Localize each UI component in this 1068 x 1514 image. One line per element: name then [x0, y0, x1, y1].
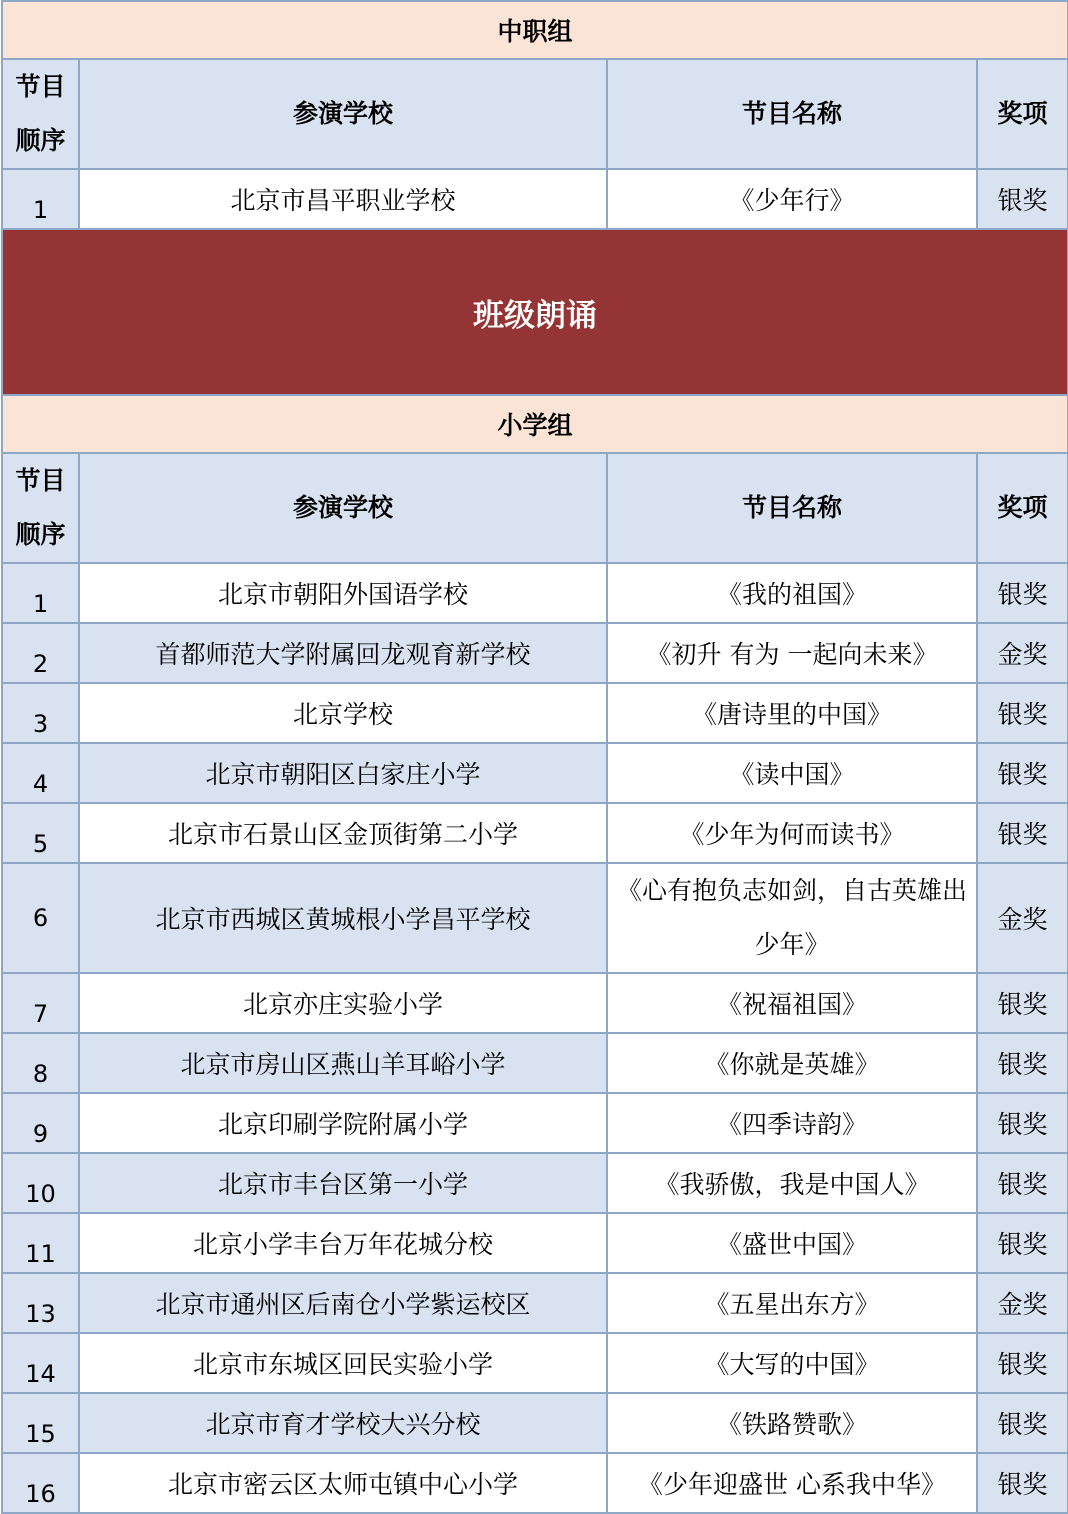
program-cell: 《心有抱负志如剑，自古英雄出少年》	[607, 863, 977, 973]
table-row	[2, 1453, 1068, 1513]
program-cell: 《你就是英雄》	[607, 1033, 977, 1093]
program-cell: 《大写的中国》	[607, 1333, 977, 1393]
header-program: 节目名称	[607, 453, 977, 563]
row-number: 1	[2, 563, 79, 623]
award-cell: 银奖	[977, 169, 1068, 229]
school-cell: 北京小学丰台万年花城分校	[79, 1213, 607, 1273]
school-cell: 北京市房山区燕山羊耳峪小学	[79, 1033, 607, 1093]
award-cell: 银奖	[977, 683, 1068, 743]
header-award: 奖项	[977, 59, 1068, 169]
award-cell: 银奖	[977, 1093, 1068, 1153]
table-row	[2, 1033, 1068, 1093]
school-cell: 北京市密云区太师屯镇中心小学	[79, 1453, 607, 1513]
row-number: 15	[2, 1393, 79, 1453]
group-title-vocational: 中职组	[2, 1, 1068, 59]
row-number: 1	[2, 169, 79, 229]
program-cell: 《少年为何而读书》	[607, 803, 977, 863]
group-title-primary: 小学组	[2, 395, 1068, 453]
award-cell: 银奖	[977, 1393, 1068, 1453]
row-number: 10	[2, 1153, 79, 1213]
header-award: 奖项	[977, 453, 1068, 563]
row-number: 13	[2, 1273, 79, 1333]
table-row	[2, 973, 1068, 1033]
award-cell: 银奖	[977, 1033, 1068, 1093]
table-row	[2, 1093, 1068, 1153]
table-row	[2, 563, 1068, 623]
program-cell: 《初升 有为 一起向未来》	[607, 623, 977, 683]
group-row-vocational	[2, 1, 1068, 59]
header-order: 节目 顺序	[2, 59, 79, 169]
school-cell: 北京市朝阳外国语学校	[79, 563, 607, 623]
section-banner: 班级朗诵	[2, 229, 1068, 395]
award-cell: 银奖	[977, 1153, 1068, 1213]
award-cell: 银奖	[977, 973, 1068, 1033]
award-cell: 金奖	[977, 863, 1068, 973]
school-cell: 北京市东城区回民实验小学	[79, 1333, 607, 1393]
table-row	[2, 1153, 1068, 1213]
award-cell: 银奖	[977, 803, 1068, 863]
school-cell: 北京市西城区黄城根小学昌平学校	[79, 863, 607, 973]
row-number: 5	[2, 803, 79, 863]
awards-table	[1, 0, 1068, 1514]
group-row-primary	[2, 395, 1068, 453]
table-row	[2, 803, 1068, 863]
table-row	[2, 863, 1068, 973]
banner-row	[2, 229, 1068, 395]
award-cell: 银奖	[977, 1333, 1068, 1393]
program-cell: 《少年行》	[607, 169, 977, 229]
award-cell: 金奖	[977, 1273, 1068, 1333]
program-cell: 《我的祖国》	[607, 563, 977, 623]
award-cell: 银奖	[977, 743, 1068, 803]
award-cell: 银奖	[977, 563, 1068, 623]
program-cell: 《铁路赞歌》	[607, 1393, 977, 1453]
program-cell: 《唐诗里的中国》	[607, 683, 977, 743]
school-cell: 北京印刷学院附属小学	[79, 1093, 607, 1153]
table-row	[2, 169, 1068, 229]
award-cell: 金奖	[977, 623, 1068, 683]
program-cell: 《四季诗韵》	[607, 1093, 977, 1153]
school-cell: 北京市通州区后南仓小学紫运校区	[79, 1273, 607, 1333]
school-cell: 北京学校	[79, 683, 607, 743]
award-cell: 银奖	[977, 1453, 1068, 1513]
header-program: 节目名称	[607, 59, 977, 169]
row-number: 9	[2, 1093, 79, 1153]
header-order: 节目 顺序	[2, 453, 79, 563]
school-cell: 北京市朝阳区白家庄小学	[79, 743, 607, 803]
row-number: 6	[2, 863, 79, 973]
table-row	[2, 1273, 1068, 1333]
row-number: 11	[2, 1213, 79, 1273]
program-cell: 《盛世中国》	[607, 1213, 977, 1273]
row-number: 16	[2, 1453, 79, 1513]
row-number: 14	[2, 1333, 79, 1393]
row-number: 4	[2, 743, 79, 803]
header-row-primary	[2, 453, 1068, 563]
row-number: 3	[2, 683, 79, 743]
header-row-vocational	[2, 59, 1068, 169]
program-cell: 《五星出东方》	[607, 1273, 977, 1333]
school-cell: 北京市昌平职业学校	[79, 169, 607, 229]
school-cell: 首都师范大学附属回龙观育新学校	[79, 623, 607, 683]
table-row	[2, 1213, 1068, 1273]
header-school: 参演学校	[79, 453, 607, 563]
award-cell: 银奖	[977, 1213, 1068, 1273]
row-number: 2	[2, 623, 79, 683]
school-cell: 北京市丰台区第一小学	[79, 1153, 607, 1213]
school-cell: 北京市育才学校大兴分校	[79, 1393, 607, 1453]
row-number: 7	[2, 973, 79, 1033]
school-cell: 北京亦庄实验小学	[79, 973, 607, 1033]
row-number: 8	[2, 1033, 79, 1093]
program-cell: 《少年迎盛世 心系我中华》	[607, 1453, 977, 1513]
program-cell: 《我骄傲，我是中国人》	[607, 1153, 977, 1213]
program-cell: 《祝福祖国》	[607, 973, 977, 1033]
table-row	[2, 743, 1068, 803]
table-row	[2, 1393, 1068, 1453]
school-cell: 北京市石景山区金顶街第二小学	[79, 803, 607, 863]
table-row	[2, 1333, 1068, 1393]
program-cell: 《读中国》	[607, 743, 977, 803]
table-row	[2, 683, 1068, 743]
header-school: 参演学校	[79, 59, 607, 169]
table-row	[2, 623, 1068, 683]
